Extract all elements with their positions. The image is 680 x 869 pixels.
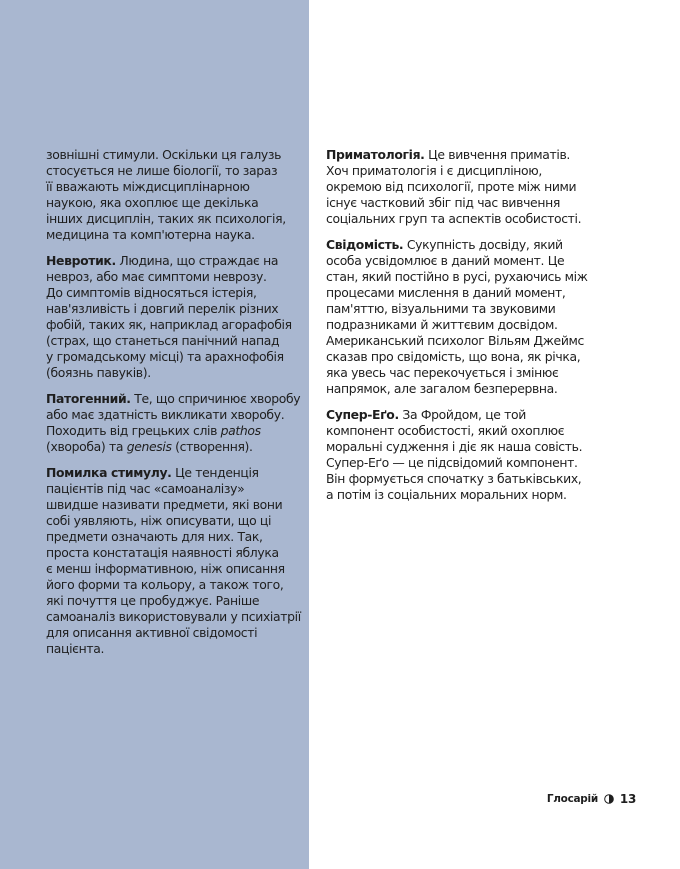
text-segment: предмети означають для них. Так, <box>46 529 263 544</box>
text-segment: Сукупність досвіду, який <box>403 237 563 252</box>
text-line <box>46 211 308 227</box>
text-line <box>46 407 308 423</box>
text-line <box>326 487 626 503</box>
glossary-term: Патогенний. <box>46 391 131 406</box>
text-line <box>326 147 626 163</box>
glossary-term: Помилка стимулу. <box>46 465 172 480</box>
glossary-entry <box>46 253 308 381</box>
text-line <box>46 641 308 657</box>
text-segment: сказав про свідомість, що вона, як річка, <box>326 349 581 364</box>
text-line <box>326 365 626 381</box>
text-line <box>326 333 626 349</box>
text-line <box>46 465 308 481</box>
glossary-entry <box>326 147 626 227</box>
text-segment: особа усвідомлює в даний момент. Це <box>326 253 565 268</box>
text-line <box>326 381 626 397</box>
text-line <box>326 455 626 471</box>
text-line <box>46 365 308 381</box>
text-segment: наукою, яка охоплює ще декілька <box>46 195 259 210</box>
text-line <box>326 269 626 285</box>
text-line <box>46 577 308 593</box>
section-title: Глосарій <box>546 793 598 805</box>
text-segment: пам'яттю, візуальними та звуковими <box>326 301 556 316</box>
half-circle-icon <box>604 794 614 804</box>
text-line <box>46 481 308 497</box>
text-line <box>326 211 626 227</box>
text-segment: проста констатація наявності яблука <box>46 545 279 560</box>
text-line <box>326 195 626 211</box>
text-line <box>46 285 308 301</box>
text-segment: швидше називати предмети, які вони <box>46 497 283 512</box>
text-segment: Хоч приматологія і є дисципліною, <box>326 163 542 178</box>
text-segment: (страх, що станеться панічний напад <box>46 333 280 348</box>
text-line <box>46 423 308 439</box>
text-segment: (боязнь павуків). <box>46 365 151 380</box>
glossary-term: Приматологія. <box>326 147 425 162</box>
text-segment: інших дисциплін, таких як психологія, <box>46 211 286 226</box>
text-segment: Супер-Еґо — це підсвідомий компонент. <box>326 455 578 470</box>
text-segment: або має здатність викликати хворобу. <box>46 407 285 422</box>
text-line <box>326 301 626 317</box>
text-segment: собі уявляють, ніж описувати, що ці <box>46 513 272 528</box>
text-segment: (хвороба) та <box>46 439 127 454</box>
glossary-term: Супер-Еґо. <box>326 407 399 422</box>
text-segment: є менш інформативною, ніж описання <box>46 561 285 576</box>
text-line <box>46 253 308 269</box>
text-segment: яка увесь час перекочується і змінює <box>326 365 559 380</box>
text-line <box>46 163 308 179</box>
text-segment: Походить від грецьких слів <box>46 423 221 438</box>
text-segment: процесами мислення в даний момент, <box>326 285 566 300</box>
text-line <box>46 545 308 561</box>
text-line <box>46 497 308 513</box>
text-line <box>326 253 626 269</box>
text-segment: Це вивчення приматів. <box>424 147 571 162</box>
text-line <box>326 439 626 455</box>
page-number: 13 <box>619 792 636 806</box>
text-segment: До симптомів відносяться істерія, <box>46 285 257 300</box>
text-line <box>326 285 626 301</box>
text-line <box>46 317 308 333</box>
text-line <box>326 407 626 423</box>
text-segment: компонент особистості, який охоплює <box>326 423 565 438</box>
text-line <box>326 471 626 487</box>
glossary-entry <box>326 237 626 397</box>
text-segment: зовнішні стимули. Оскільки ця галузь <box>46 147 282 162</box>
text-segment: (створення). <box>171 439 253 454</box>
glossary-entry <box>46 147 308 243</box>
text-line <box>46 529 308 545</box>
text-segment: фобій, таких як, наприклад агорафобія <box>46 317 292 332</box>
text-line <box>326 423 626 439</box>
text-line <box>46 349 308 365</box>
text-line <box>46 195 308 211</box>
text-line <box>46 179 308 195</box>
page-footer <box>547 792 636 806</box>
glossary-term: Невротик. <box>46 253 116 268</box>
text-line <box>326 163 626 179</box>
text-segment: пацієнтів під час «самоаналізу» <box>46 481 245 496</box>
text-line <box>326 317 626 333</box>
text-line <box>46 561 308 577</box>
text-segment: стосується не лише біології, то зараз <box>46 163 278 178</box>
text-line <box>46 593 308 609</box>
text-line <box>326 179 626 195</box>
text-segment: пацієнта. <box>46 641 105 656</box>
text-segment: його форми та кольору, а також того, <box>46 577 284 592</box>
text-segment: Це тенденція <box>171 465 259 480</box>
text-segment: Людина, що страждає на <box>115 253 279 268</box>
text-segment: для описання активної свідомості <box>46 625 258 640</box>
text-segment: у громадському місці) та арахнофобія <box>46 349 284 364</box>
text-line <box>46 609 308 625</box>
glossary-column-right <box>326 147 626 513</box>
text-line <box>46 391 308 407</box>
text-segment: медицина та комп'ютерна наука. <box>46 227 255 242</box>
text-segment: соціальних груп та аспектів особистості. <box>326 211 582 226</box>
text-segment: існує частковий збіг під час вивчення <box>326 195 560 210</box>
text-line <box>46 513 308 529</box>
text-segment: невроз, або має симптоми неврозу. <box>46 269 267 284</box>
text-line <box>326 349 626 365</box>
text-line <box>46 147 308 163</box>
text-segment: Те, що спричинює хворобу <box>130 391 301 406</box>
text-line <box>46 625 308 641</box>
text-segment: її вважають міждисциплінарною <box>46 179 250 194</box>
glossary-column-left <box>46 147 308 667</box>
text-line <box>46 301 308 317</box>
glossary-entry <box>46 465 308 657</box>
text-segment: а потім із соціальних моральних норм. <box>326 487 567 502</box>
text-segment: Він формується спочатку з батьківських, <box>326 471 582 486</box>
text-segment: напрямок, але загалом безперервна. <box>326 381 558 396</box>
text-line <box>46 227 308 243</box>
glossary-entry <box>46 391 308 455</box>
text-line <box>326 237 626 253</box>
text-segment: які почуття це пробуджує. Раніше <box>46 593 260 608</box>
text-line <box>46 333 308 349</box>
text-segment: подразниками й життєвим досвідом. <box>326 317 558 332</box>
text-segment: За Фройдом, це той <box>398 407 526 422</box>
text-segment: моральні судження і діє як наша совість. <box>326 439 583 454</box>
text-segment: окремою від психології, проте між ними <box>326 179 577 194</box>
italic-word: pathos <box>220 423 261 438</box>
glossary-entry <box>326 407 626 503</box>
text-segment: нав'язливість і довгий перелік різних <box>46 301 279 316</box>
text-segment: Американський психолог Вільям Джеймс <box>326 333 584 348</box>
text-line <box>46 269 308 285</box>
italic-word: genesis <box>126 439 172 454</box>
text-line <box>46 439 308 455</box>
text-segment: самоаналіз використовували у психіатрії <box>46 609 301 624</box>
text-segment: стан, який постійно в русі, рухаючись між <box>326 269 588 284</box>
glossary-term: Свідомість. <box>326 237 404 252</box>
